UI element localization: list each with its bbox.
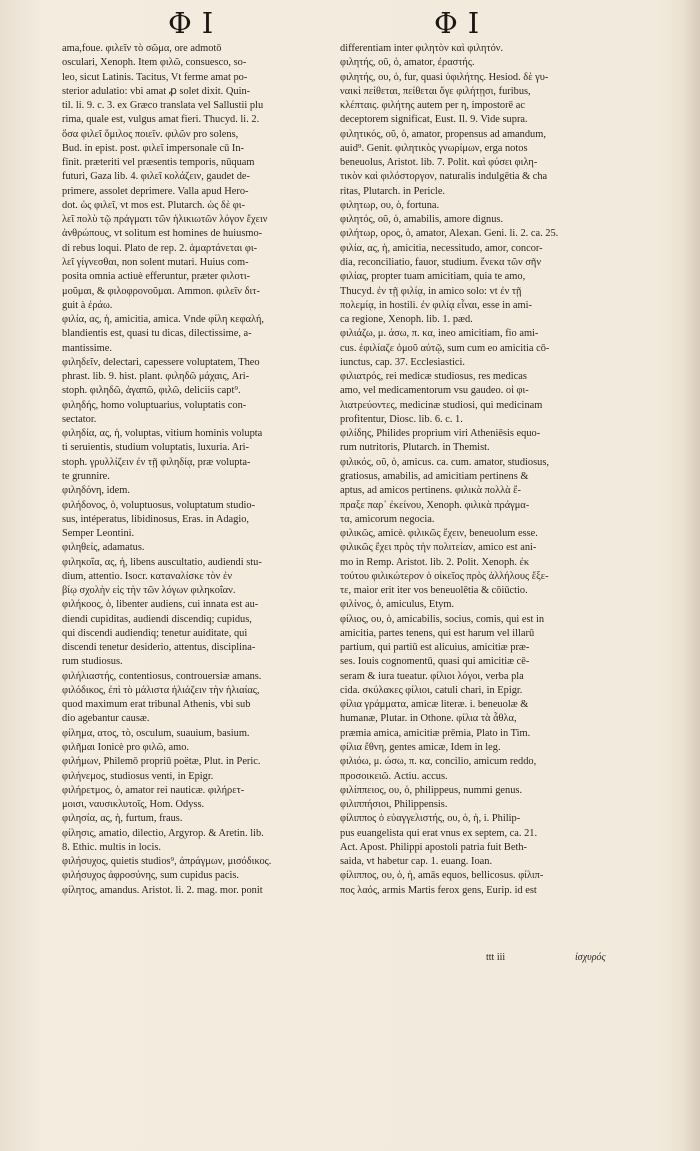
text-line: φιλήσυχος, quietis studios⁹, ἀπράγμων, μισόδικος. [62,856,272,868]
text-line: til. li. 9. c. 3. ex Græco translata vel Sallustii plu [62,100,264,112]
text-line: φιλητής, οῦ, ὁ, amator, ἐραστής. [340,57,475,69]
text-line: μοῦμαι, & φιλοφρονοῦμαι. Ammon. φιλεῖν διτ- [62,285,260,297]
text-line: mantissime. [62,342,112,354]
text-line: 8. Ethic. multis in locis. [62,841,161,853]
text-line: φιλητός, οῦ, ὁ, amabilis, amore dignus. [340,214,504,226]
text-line: φίλησις, amatio, dilectio, Argyrop. & Aretin. lib. [62,827,264,839]
text-line: rima, quale est, vulgus amat fieri. Thucyd. li. 2. [62,114,260,126]
text-line: φίλια ἔθνη, gentes amicæ, Idem in leg. [340,742,501,754]
text-line: saida, vt habetur cap. 1. euang. Ioan. [340,856,493,868]
text-line: Thucyd. ἐν τῇ φιλίᾳ, in amico solo: vt ἐν τῇ [340,285,522,297]
text-line: amicitia, partes tenens, qui est harum vel illarū [340,627,535,639]
text-line: φιλίδης, Philides proprium viri Atheniēsis equo- [340,428,541,440]
text-line: φιλίππειος, ου, ὁ, philippeus, nummi genus. [340,784,523,796]
text-line: φιλικῶς ἔχει πρὸς τὴν πολιτείαν, amico est ani- [340,542,537,554]
text-line: φίλημα, ατος, τὸ, osculum, suauium, basium. [62,727,250,739]
text-line: φιλόδικος, ἐπὶ τὸ μάλιστα ἡλιάζειν τὴν ἡλιαίας, [62,684,260,696]
text-line: guit à ἐράω. [62,299,113,311]
text-line: φιληδόνη, idem. [62,485,130,497]
text-line: φιληδία, ας, ἡ, voluptas, vitium hominis volupta [62,428,263,440]
text-line: φιλήκοος, ὁ, libenter audiens, cui innata est au- [62,599,259,611]
text-line: φίλιππος, ου, ὁ, ἡ, amās equos, bellicosus. φίλιπ- [340,870,544,882]
text-line: λιατρεύοντες, medicinæ studiosi, qui medicinam [340,399,543,411]
text-line: ritas, Plutarch. in Pericle. [340,185,446,197]
text-line: phrast. lib. 9. hist. plant. φιληδῶ μάχαις, Ari- [62,371,250,383]
left-column [62,42,362,898]
text-line: φίλιος, ου, ὁ, amicabilis, socius, comis, qui est in [340,613,545,625]
text-line: iunctus, cap. 37. Ecclesiastici. [340,356,465,368]
text-line: auid⁹. Genit. φιλητικὸς γνωρίμων, erga notos [340,142,528,154]
text-line: di rebus loqui. Plato de rep. 2. ἁμαρτάνεται φι- [62,242,258,254]
text-line: φίλια γράμματα, amicæ literæ. i. beneuolæ & [340,699,529,711]
text-line: beneuolus, Aristot. lib. 7. Polit. καὶ φύσει φιλη- [340,157,538,169]
text-line: quod maximum erat tribunal Athenis, vbi sub [62,699,251,711]
text-line: pus euangelista qui erat vnus ex septem, ca. 21. [340,827,538,839]
text-line: ca regione, Xenoph. lib. 1. pæd. [340,314,473,326]
text-line: te grunnire. [62,470,110,482]
text-line: φιλιόω, μ. ώσω, π. κα, concilio, amicum reddo, [340,756,537,768]
text-line: dio agebantur causæ. [62,713,150,725]
text-line: blandientis est, quasi tu dicas, dilectissime, a- [62,328,252,340]
text-line: φιλήλιαστής, contentiosus, controuersiæ amans. [62,670,262,682]
text-line: φίλητος, amandus. Aristot. li. 2. mag. mor. ponit [62,884,263,896]
text-line: τα, amicorum negocia. [340,513,435,525]
text-line: partium, qui partiū est alicuius, amicitiæ præ- [340,642,530,654]
text-line: sectator. [62,413,97,425]
text-line: deceptorem significat, Eust. Il. 9. Vide supra. [340,114,528,126]
text-line: posita omnia actiuè efferuntur, præter φιλοτι- [62,271,251,283]
text-line: τε, maior erit iter vos beneuolētia & cōiūctio. [340,585,528,597]
text-line: φιλητικός, οῦ, ὁ, amator, propensus ad amandum, [340,128,546,140]
signature-mark: ttt iii [486,952,506,963]
text-line: πολεμίᾳ, in hostili. ἐν φιλίᾳ εἶναι, esse in ami- [340,299,532,311]
text-line: stoph. φιληδῶ, ἀγαπῶ, φιλῶ, deliciis capt⁹. [62,385,241,397]
text-line: ὅσα φιλεῖ ὅμιλος ποιεῖν. φιλῶν pro solens, [62,128,239,140]
text-line: discendi tenetur desiderio, attentus, disciplina- [62,642,256,654]
text-line: finit. præteriti vel præsentis temporis, nūquam [62,157,255,169]
text-line: ναικὶ πείθεται, πείθεται ὅγε φιλήτῃσι, furibus, [340,85,531,97]
text-line: τούτου φιλικώτερον ὁ οἰκεῖος πρὸς ἀλλήλους ἕξε- [340,570,549,582]
text-line: φιλιάζω, μ. άσω, π. κα, ineo amicitiam, fio ami- [340,328,539,340]
text-line: sterior adulatio: vbi amat ꝓ solet dixit. Quin- [62,85,251,97]
text-line: φιλήτωρ, ορος, ὁ, amator, Alexan. Geni. li. 2. ca. 25. [340,228,559,240]
text-line: φιλικός, οῦ, ὁ, amicus. ca. cum. amator, studiosus, [340,456,549,468]
page-edge-shadow [682,0,700,1151]
text-line: φιλία, ας, ἡ, amicitia, necessitudo, amor, concor- [340,242,543,254]
text-line: aptus, ad amicos pertinens. φιλικὰ πολλὰ ἔ- [340,485,522,497]
text-line: leo, sicut Latinis. Tacitus, Vt ferme amat po- [62,71,248,83]
text-line: Bud. in epist. post. φιλεῖ impersonale cū In- [62,142,245,154]
text-line: gratiosus, amabilis, ad amicitiam pertinens & [340,470,529,482]
text-line: osculari, Xenoph. Item φιλῶ, consuesco, so- [62,57,247,69]
text-line: Act. Apost. Philippi apostoli patria fuit Beth- [340,841,528,853]
catchword: ἰσχυρός [575,952,606,963]
text-line: φιληδής, homo voluptuarius, voluptatis con- [62,399,247,411]
text-line: amo, vel medicamentorum vsu gaudeo. οἱ φι- [340,385,529,397]
text-line: cida. σκύλακες φίλιοι, catuli chari, in Epigr. [340,684,523,696]
text-line: futuri, Gaza lib. 4. φιλεῖ κολάζειν, gaudet de- [62,171,250,183]
text-line: φιλησία, ας, ἡ, furtum, fraus. [62,813,183,825]
text-line: φιληδεῖν, delectari, capessere voluptatem, Theo [62,356,260,368]
text-line: rum nutritoris, Plutarch. in Themist. [340,442,490,454]
text-line: τικὸν καὶ φιλόστοργον, naturalis indulgētia & cha [340,171,548,183]
running-head-right: ΦΙ [434,6,490,40]
text-line: φιλικῶς, amicè. φιλικῶς ἔχειν, beneuolum esse. [340,528,538,540]
text-line: profitentur, Diosc. lib. 6. c. 1. [340,413,463,425]
text-line: πος λαός, armis Martis ferox gens, Eurip. id est [340,884,537,896]
text-line: φιλήμων, Philemō propriū poëtæ, Plut. in Peric. [62,756,261,768]
text-line: φιλήσυχος ἀφροσύνης, sum cupidus pacis. [62,870,240,882]
text-line: φιλητής, ου, ὁ, fur, quasi ὑφιλήτης. Hesiod. δὲ γυ- [340,71,549,83]
text-line: φιληκοΐα, ας, ἡ, libens auscultatio, audiendi stu- [62,556,262,568]
text-line: seram & iura tueatur. φίλιοι λόγοι, verba pla [340,670,524,682]
text-line: φιλιππήσιοι, Philippensis. [340,799,448,811]
text-line: differentiam inter φιλητὸν καὶ φιλητόν. [340,43,504,54]
text-line: stoph. γρυλλίζειν ἐν τῇ φιληδίᾳ, præ volupta- [62,456,251,468]
text-line: φιλίνος, ὁ, amiculus, Etym. [340,599,455,611]
text-line: rum studiosus. [62,656,123,668]
text-line: ama,foue. φιλεῖν τὸ σῶμα, ore admotō [62,43,222,54]
text-line: cus. ἐφιλίαζε ὁμοῦ αὐτῷ, sum cum eo amicitia cō- [340,342,550,354]
text-line: dot. ὡς φιλεῖ, vt mos est. Plutarch. ὡς δὲ φι- [62,199,246,211]
text-line: ἀνθρώπους, vt solitum est homines de huiusmo- [62,228,263,240]
text-line: ti seruientis, studium voluptatis, luxuria. Ari- [62,442,250,454]
text-line: λεῖ πολὺ τῷ πράγματι τῶν ἡλικιωτῶν λόγον ἔχειν [62,214,268,226]
text-line: præmia amica, amicitiæ prēmia, Plato in Tim. [340,727,531,739]
text-line: φιλῆμαι Ionicè pro φιλῶ, amo. [62,742,190,754]
text-line: qui discendi audiendiq; tenetur auiditate, qui [62,627,248,639]
text-line: sus, intéperatus, libidinosus, Eras. in Adagio, [62,513,250,525]
text-line: βίῳ σχολὴν εἰς τὴν τῶν λόγων φιληκοΐαν. [62,585,236,597]
text-line: φιλήρετμος, ὁ, amator rei nauticæ. φιλήρετ- [62,784,245,796]
text-line: πραξε παρ᾽ ἐκείνου, Xenoph. φιλικὰ πράγμα- [340,499,530,511]
text-line: ses. Iouis cognomentū, quasi qui amicitiæ cē- [340,656,530,668]
running-head-left: ΦΙ [168,6,224,40]
right-column [340,42,643,898]
text-line: φίλιππος ὁ εὐαγγελιστής, ου, ὁ, ἡ, i. Philip- [340,813,521,825]
text-line: φιλήνεμος, studiosus venti, in Epigr. [62,770,214,782]
text-line: φιληθείς, adamatus. [62,542,145,554]
text-line: mo in Remp. Aristot. lib. 2. Polit. Xenoph. ἐκ [340,556,530,568]
text-line: humanæ, Plutar. in Othone. φίλια τὰ ἆθλα, [340,713,517,725]
text-line: dia, reconciliatio, fauor, studium. ἕνεκα τῶν σῆν [340,256,542,268]
text-line: φιλία, ας, ἡ, amicitia, amica. Vnde φίλη κεφαλή, [62,314,265,326]
text-line: dium, attentio. Isocr. καταναλίσκε τὸν ἐν [62,570,233,582]
text-line: φιλίας, propter tuam amicitiam, quia te amo, [340,271,526,283]
text-line: λεῖ γίγνεσθαι, non solent mutari. Huius com- [62,256,249,268]
text-line: φιλήδονος, ὁ, voluptuosus, voluptatum studio- [62,499,256,511]
text-line: μοισι, ναυσικλυτοῖς, Hom. Odyss. [62,799,205,811]
text-line: primere, assolet deprimere. Valla apud Hero- [62,185,249,197]
text-line: φιλητωρ, ου, ὁ, fortuna. [340,199,440,211]
text-line: Semper Leontini. [62,528,135,540]
text-line: κλέπταις. φιλήτης autem per η, impostorē ac [340,100,525,112]
text-line: προσοικειῶ. Actiu. accus. [340,770,448,782]
text-line: diendi cupiditas, audiendi discendiq; cupidus, [62,613,252,625]
text-line: φιλιατρός, rei medicæ studiosus, res medicas [340,371,527,383]
